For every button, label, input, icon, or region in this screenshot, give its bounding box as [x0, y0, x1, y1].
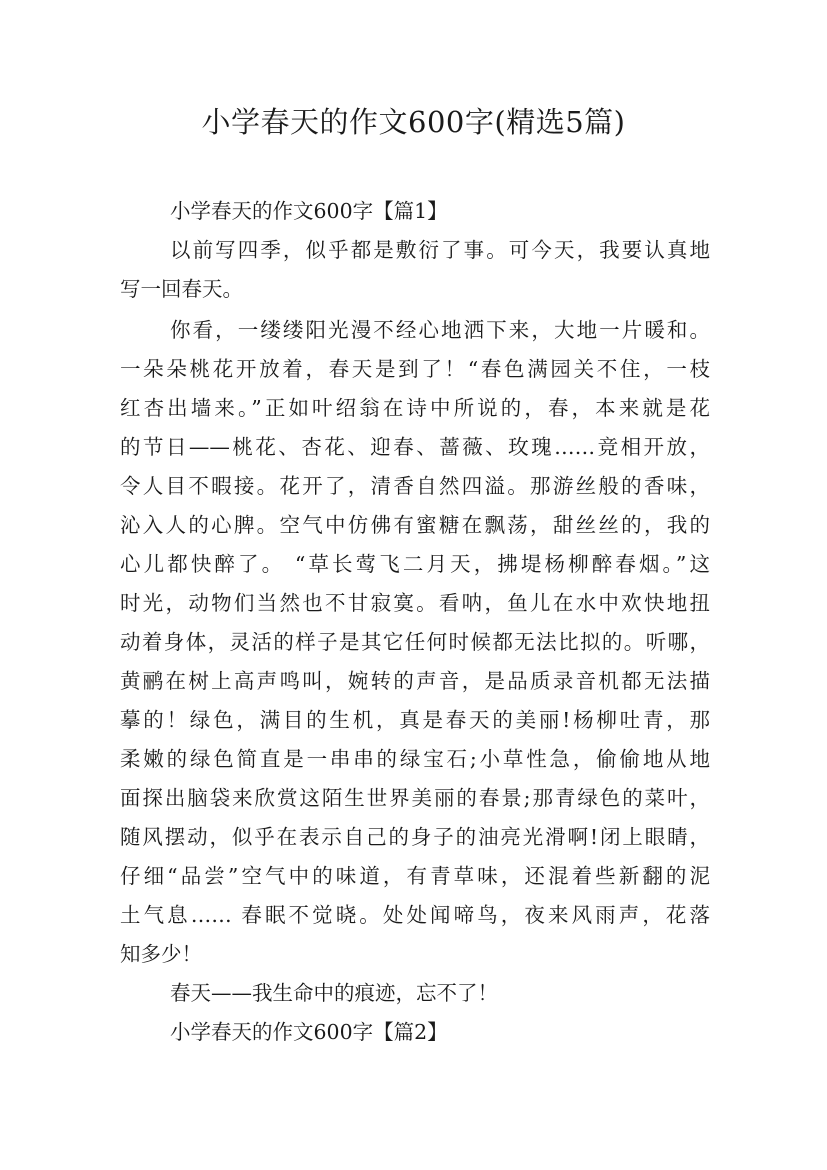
- paragraph-line: 你看，一缕缕阳光漫不经心地洒下来，大地一片暖和。: [170, 318, 710, 342]
- paragraph-line: 柔嫩的绿色简直是一串串的绿宝石;小草性急，偷偷地从地: [120, 747, 710, 771]
- paragraph-line: 知多少！: [120, 942, 202, 966]
- document-title: 小学春天的作文600字(精选5篇): [201, 105, 626, 139]
- paragraph-line: 摹的！绿色，满目的生机，真是春天的美丽!杨柳吐青，那: [120, 708, 710, 732]
- paragraph-line: 写一回春天。: [120, 277, 243, 301]
- section-heading: 小学春天的作文600字【篇1】: [170, 199, 448, 223]
- section-heading: 小学春天的作文600字【篇2】: [170, 1020, 448, 1044]
- paragraph-line: 土气息…… 春眠不觉晓。处处闻啼鸟，夜来风雨声，花落: [120, 903, 710, 927]
- paragraph-line: 沁入人的心脾。空气中仿佛有蜜糖在飘荡，甜丝丝的，我的: [120, 513, 710, 537]
- paragraph-line: 动着身体，灵活的样子是其它任何时候都无法比拟的。听哪，: [120, 630, 710, 654]
- paragraph-line: 黄鹂在树上高声鸣叫，婉转的声音，是品质录音机都无法描: [120, 669, 710, 693]
- paragraph-line: 红杏出墙来。”正如叶绍翁在诗中所说的，春，本来就是花: [120, 396, 710, 420]
- article-body: [120, 192, 710, 1052]
- paragraph-line: 时光，动物们当然也不甘寂寞。看呐，鱼儿在水中欢快地扭: [120, 591, 710, 615]
- paragraph-line: 心儿都快醉了。 “草长莺飞二月天，拂堤杨柳醉春烟。”这: [120, 552, 710, 576]
- paragraph-line: 以前写四季，似乎都是敷衍了事。可今天，我要认真地: [170, 238, 710, 262]
- paragraph-line: 的节日——桃花、杏花、迎春、蔷薇、玫瑰……竞相开放，: [120, 435, 710, 459]
- paragraph-line: 仔细“品尝”空气中的味道，有青草味，还混着些新翻的泥: [120, 864, 710, 888]
- paragraph-line: 随风摆动，似乎在表示自己的身子的油亮光滑啊!闭上眼睛，: [120, 825, 710, 849]
- paragraph-line: 令人目不暇接。花开了，清香自然四溢。那游丝般的香味，: [120, 474, 710, 498]
- paragraph-line: 面探出脑袋来欣赏这陌生世界美丽的春景;那青绿色的菜叶，: [120, 786, 710, 810]
- paragraph-line: 一朵朵桃花开放着，春天是到了！“春色满园关不住，一枝: [120, 357, 710, 381]
- paragraph-line: 春天——我生命中的痕迹，忘不了！: [170, 981, 498, 1005]
